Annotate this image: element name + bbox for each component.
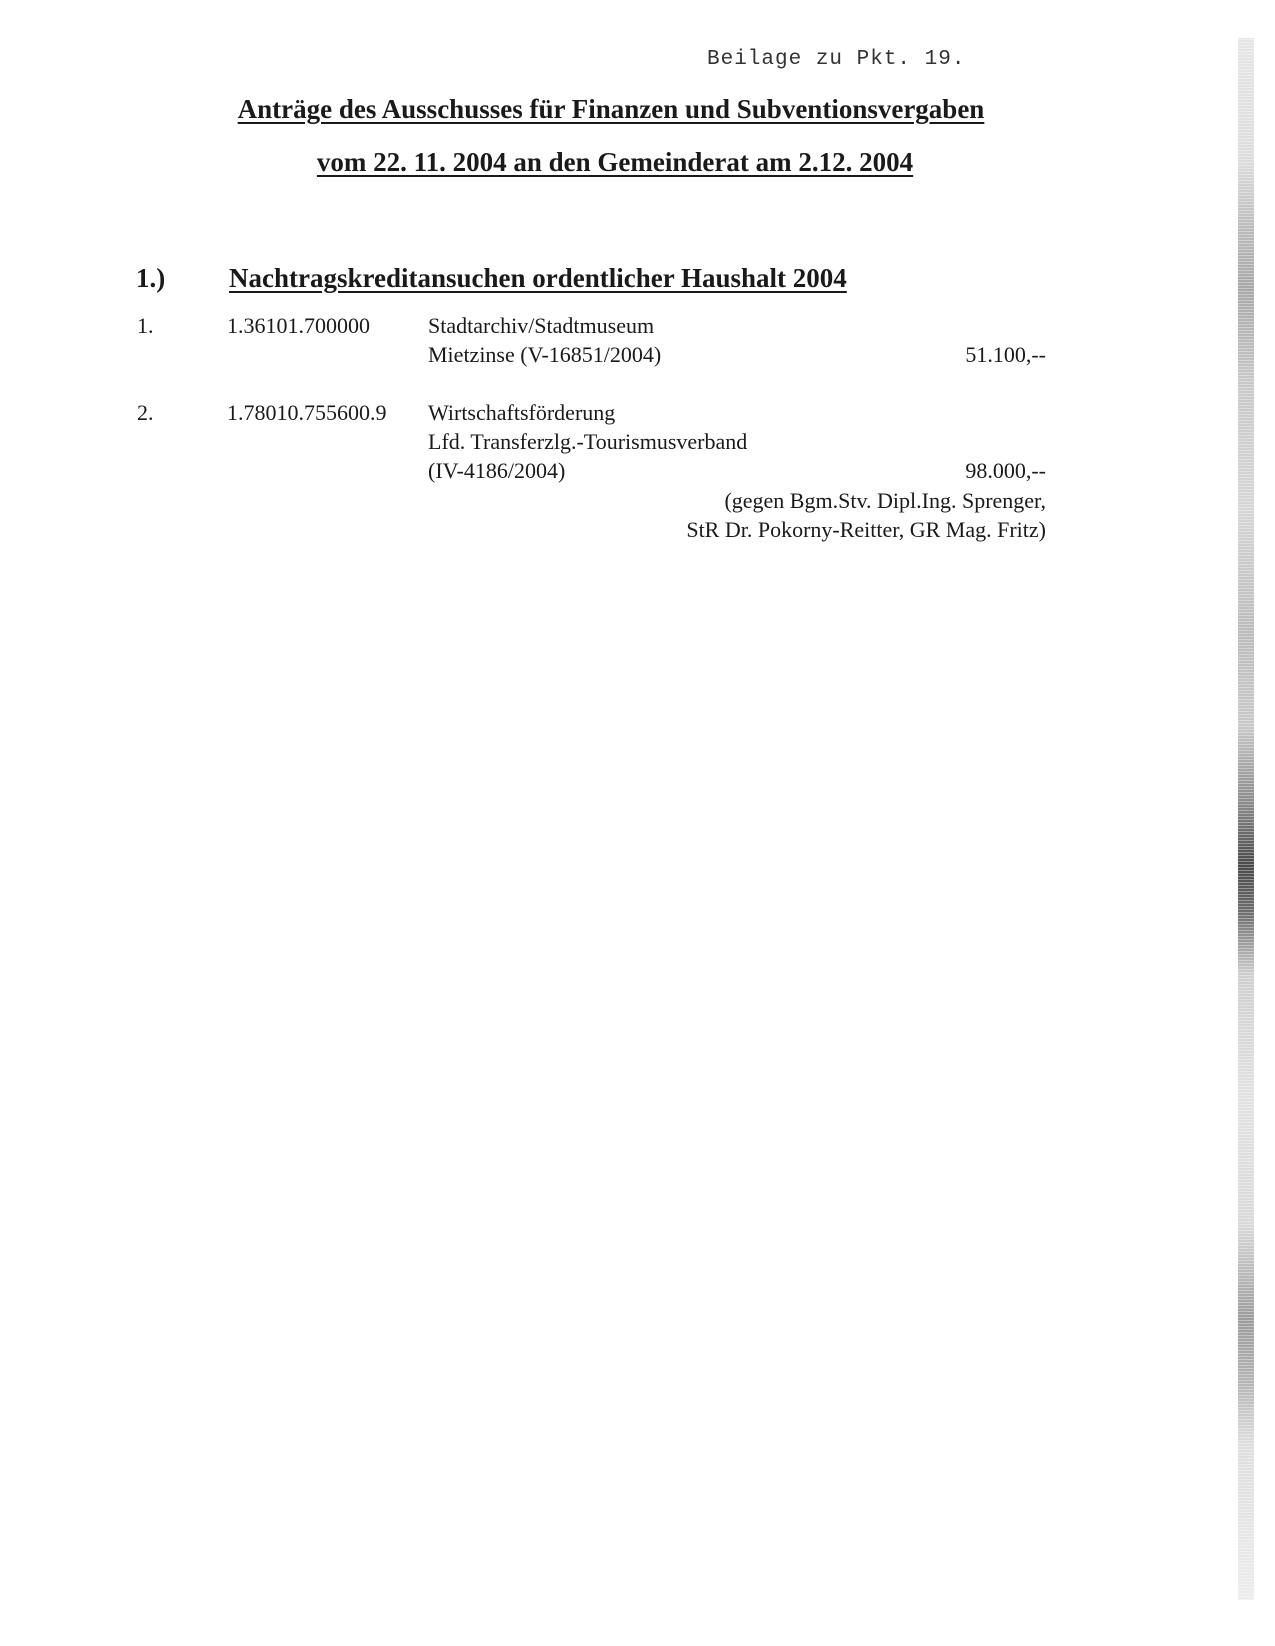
item-account-number: 1.78010.755600.9 [227,400,387,425]
item-vote-note: StR Dr. Pokorny-Reitter, GR Mag. Fritz) [686,517,1046,542]
item-amount: 98.000,-- [965,458,1046,483]
section-number: 1.) [136,263,166,293]
item-index: 2. [137,400,154,425]
item-account-number: 1.36101.700000 [227,313,370,338]
document-title: Anträge des Ausschusses für Finanzen und Subventionsvergaben [237,94,985,124]
item-description: Mietzinse (V-16851/2004) [428,342,662,367]
scan-edge-shadow [1238,38,1254,1600]
section-title: Nachtragskreditansuchen ordentlicher Haushalt 2004 [229,263,847,293]
item-vote-note: (gegen Bgm.Stv. Dipl.Ing. Sprenger, [724,488,1046,513]
item-description: Wirtschaftsförderung [428,400,616,425]
item-description: Lfd. Transferzlg.-Tourismusverband [428,429,748,454]
attachment-reference: Beilage zu Pkt. 19. [707,48,966,71]
item-amount: 51.100,-- [965,342,1046,367]
document-subtitle: vom 22. 11. 2004 an den Gemeinderat am 2.12. 2004 [316,147,914,177]
item-description: (IV-4186/2004) [428,458,566,483]
item-description: Stadtarchiv/Stadtmuseum [428,313,655,338]
item-index: 1. [137,313,154,338]
